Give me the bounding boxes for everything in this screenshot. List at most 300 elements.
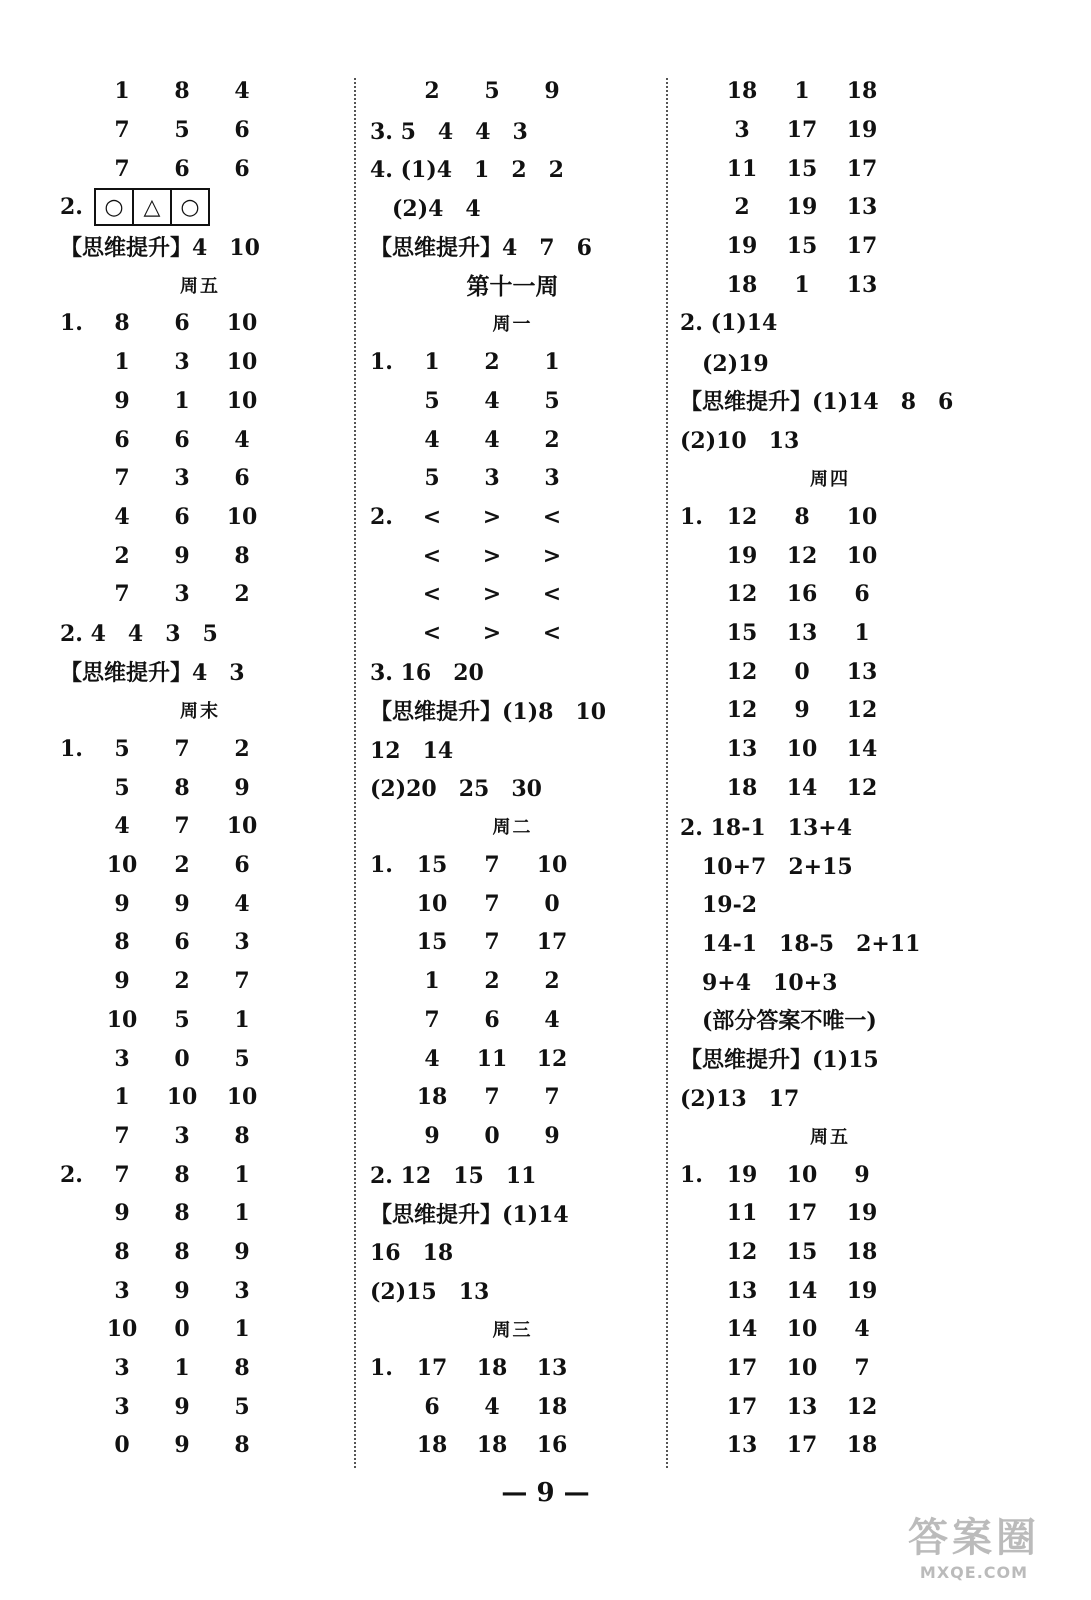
answer-cell: 17 xyxy=(726,1393,758,1420)
watermark-text: 答案圈 xyxy=(908,1515,1040,1561)
answer-cell: 4 xyxy=(484,387,500,414)
answer-cell: 9 xyxy=(174,1393,190,1420)
answer-cell: 7 xyxy=(424,1006,440,1033)
answer-cell: > xyxy=(542,542,562,569)
answer-text: 10+7 2+15 xyxy=(680,853,853,880)
answer-text: (2)20 25 30 xyxy=(370,776,542,803)
answer-cell: 1 xyxy=(794,78,810,105)
answer-row xyxy=(60,730,340,769)
answer-cell: 5 xyxy=(114,736,130,763)
answer-cell: 18 xyxy=(726,78,758,105)
answer-cell: 9 xyxy=(544,78,560,105)
answer-cell: 0 xyxy=(114,1432,130,1459)
answer-text: 3. 16 20 xyxy=(370,660,484,687)
answer-cell: 9 xyxy=(174,1277,190,1304)
answer-row xyxy=(680,1426,980,1465)
answer-cell: 17 xyxy=(726,1355,758,1382)
answer-cell: 6 xyxy=(234,155,250,182)
answer-row xyxy=(370,420,655,459)
answer-column-1 xyxy=(60,72,340,1465)
watermark-logo xyxy=(879,1506,1069,1582)
answer-cell: 10 xyxy=(786,1316,818,1343)
answer-row xyxy=(60,304,340,343)
answer-cell: 13 xyxy=(786,1393,818,1420)
answer-cell: 10 xyxy=(226,813,258,840)
answer-cell: 4 xyxy=(114,503,130,530)
answer-cell: 8 xyxy=(174,1200,190,1227)
answer-text: (2)10 13 xyxy=(680,428,800,455)
answer-cell: 17 xyxy=(846,155,878,182)
answer-row xyxy=(680,227,980,266)
question-number: 2. xyxy=(370,503,393,530)
answer-cell: 6 xyxy=(174,426,190,453)
answer-cell: 17 xyxy=(846,233,878,260)
answer-cell: 9 xyxy=(174,542,190,569)
answer-cell: 4 xyxy=(234,78,250,105)
answer-cell: 12 xyxy=(846,774,878,801)
answer-cell: 3 xyxy=(234,1277,250,1304)
question-number: 2. xyxy=(60,194,83,221)
answer-cell: 2 xyxy=(544,968,560,995)
answer-row xyxy=(60,846,340,885)
answer-cell: 18 xyxy=(416,1432,448,1459)
answer-cell: 12 xyxy=(536,1045,568,1072)
answer-row xyxy=(60,1426,340,1465)
answer-cell: 11 xyxy=(726,155,758,182)
answer-cell: < xyxy=(422,542,442,569)
column-divider xyxy=(354,78,356,1468)
answer-cell: 6 xyxy=(234,117,250,144)
answer-row xyxy=(60,72,340,111)
answer-cell: 18 xyxy=(416,1084,448,1111)
answer-row xyxy=(370,72,655,111)
answer-cell: 3 xyxy=(114,1393,130,1420)
answer-row xyxy=(60,1155,340,1194)
answer-cell: 4 xyxy=(114,813,130,840)
answer-cell: 3 xyxy=(734,117,750,144)
day-heading: 周五 xyxy=(810,1126,850,1148)
answer-row xyxy=(680,1310,980,1349)
answer-cell: 14 xyxy=(786,1277,818,1304)
answer-row xyxy=(680,498,980,537)
answer-cell: 7 xyxy=(484,890,500,917)
answer-cell: 4 xyxy=(854,1316,870,1343)
answer-cell: 6 xyxy=(174,155,190,182)
answer-cell: 5 xyxy=(234,1045,250,1072)
answer-cell: 15 xyxy=(416,852,448,879)
answer-cell: 3 xyxy=(174,1122,190,1149)
answer-cell: > xyxy=(482,503,502,530)
answer-cell: 7 xyxy=(484,929,500,956)
answer-cell: 9 xyxy=(114,968,130,995)
answer-row xyxy=(680,72,980,111)
column-divider xyxy=(666,78,668,1468)
page-number: — 9 — xyxy=(501,1478,590,1508)
answer-cell: 19 xyxy=(726,1161,758,1188)
answer-cell: 3 xyxy=(234,929,250,956)
answer-row xyxy=(60,343,340,382)
answer-cell: 12 xyxy=(726,503,758,530)
answer-cell: 6 xyxy=(174,310,190,337)
answer-row xyxy=(680,536,980,575)
answer-cell: 9 xyxy=(234,1238,250,1265)
answer-cell: 2 xyxy=(484,968,500,995)
shape-box: ○ xyxy=(94,188,134,226)
answer-row xyxy=(370,459,655,498)
answer-row xyxy=(680,111,980,150)
answer-cell: 15 xyxy=(786,233,818,260)
answer-cell: 10 xyxy=(106,852,138,879)
answer-cell: 12 xyxy=(846,697,878,724)
answer-cell: 7 xyxy=(114,581,130,608)
watermark-url: MXQE.COM xyxy=(919,1563,1029,1582)
answer-cell: 2 xyxy=(234,736,250,763)
answer-row xyxy=(60,575,340,614)
answer-cell: 18 xyxy=(476,1355,508,1382)
answer-cell: 1 xyxy=(424,968,440,995)
answer-cell: 6 xyxy=(484,1006,500,1033)
answer-cell: 18 xyxy=(846,1238,878,1265)
answer-cell: 9 xyxy=(854,1161,870,1188)
answer-cell: 8 xyxy=(794,503,810,530)
answer-cell: 1 xyxy=(424,349,440,376)
answer-cell: 7 xyxy=(114,465,130,492)
answer-row xyxy=(370,884,655,923)
answer-cell: 3 xyxy=(174,581,190,608)
answer-cell: 7 xyxy=(114,1122,130,1149)
question-number: 1. xyxy=(60,310,83,337)
answer-row xyxy=(370,382,655,421)
question-number: 2. xyxy=(60,1161,83,1188)
answer-cell: 6 xyxy=(174,503,190,530)
answer-row xyxy=(370,1349,655,1388)
day-heading: 周三 xyxy=(492,1320,533,1342)
answer-row xyxy=(60,459,340,498)
answer-row xyxy=(370,1001,655,1040)
answer-cell: 13 xyxy=(726,736,758,763)
answer-cell: 8 xyxy=(174,1238,190,1265)
answer-row xyxy=(370,1387,655,1426)
answer-cell: 2 xyxy=(174,852,190,879)
answer-row xyxy=(370,1039,655,1078)
answer-row xyxy=(60,1001,340,1040)
answer-row xyxy=(680,691,980,730)
day-heading: 周一 xyxy=(492,314,533,336)
answer-row xyxy=(60,111,340,150)
answer-row xyxy=(60,1271,340,1310)
answer-text: 16 18 xyxy=(370,1240,454,1267)
answer-cell: 6 xyxy=(424,1393,440,1420)
question-number: 1. xyxy=(680,1161,703,1188)
answer-cell: 17 xyxy=(786,117,818,144)
answer-cell: 8 xyxy=(174,774,190,801)
answer-cell: 3 xyxy=(484,465,500,492)
day-heading: 周五 xyxy=(180,275,220,297)
answer-text: 3. 5 4 4 3 xyxy=(370,118,528,145)
answer-cell: 7 xyxy=(174,813,190,840)
answer-row xyxy=(60,498,340,537)
answer-row xyxy=(370,1078,655,1117)
day-heading: 周二 xyxy=(492,817,533,839)
answer-cell: 11 xyxy=(726,1200,758,1227)
answer-text: 2. 4 4 3 5 xyxy=(60,621,218,648)
answer-cell: 4 xyxy=(424,426,440,453)
question-number: 1. xyxy=(60,736,83,763)
answer-cell: 18 xyxy=(846,78,878,105)
answer-cell: < xyxy=(422,581,442,608)
answer-row xyxy=(680,652,980,691)
answer-cell: > xyxy=(482,619,502,646)
answer-row xyxy=(680,188,980,227)
answer-cell: 8 xyxy=(114,310,130,337)
answer-cell: 10 xyxy=(846,503,878,530)
answer-cell: 9 xyxy=(424,1122,440,1149)
answer-cell: 3 xyxy=(114,1355,130,1382)
answer-cell: 19 xyxy=(726,233,758,260)
answer-cell: 10 xyxy=(226,503,258,530)
answer-text: 4. (1)4 1 2 2 xyxy=(370,157,564,184)
answer-cell: > xyxy=(482,542,502,569)
answer-cell: 1 xyxy=(234,1006,250,1033)
answer-cell: 18 xyxy=(536,1393,568,1420)
answer-row xyxy=(680,1194,980,1233)
answer-cell: 8 xyxy=(234,1355,250,1382)
answer-cell: 19 xyxy=(846,117,878,144)
answer-cell: < xyxy=(542,619,562,646)
answer-row xyxy=(60,923,340,962)
answer-text: (2)19 xyxy=(680,350,769,377)
answer-row xyxy=(60,1078,340,1117)
answer-cell: < xyxy=(422,619,442,646)
answer-text: 2. (1)14 xyxy=(680,310,778,337)
answer-cell: 10 xyxy=(106,1006,138,1033)
answer-cell: 0 xyxy=(174,1316,190,1343)
answer-cell: 12 xyxy=(726,581,758,608)
answer-cell: 8 xyxy=(114,1238,130,1265)
shape-box: ○ xyxy=(170,188,210,226)
answer-cell: 5 xyxy=(234,1393,250,1420)
answer-cell: 6 xyxy=(114,426,130,453)
answer-cell: 10 xyxy=(226,349,258,376)
answer-cell: 2 xyxy=(234,581,250,608)
answer-cell: 5 xyxy=(424,387,440,414)
answer-cell: 1 xyxy=(234,1200,250,1227)
answer-cell: 13 xyxy=(536,1355,568,1382)
answer-cell: 15 xyxy=(786,155,818,182)
shape-boxes xyxy=(94,188,208,226)
answer-row xyxy=(370,1426,655,1465)
answer-text: (部分答案不唯一) xyxy=(680,1008,877,1035)
answer-text: 2. 12 15 11 xyxy=(370,1163,537,1190)
answer-row xyxy=(370,962,655,1001)
answer-cell: 2 xyxy=(174,968,190,995)
answer-row xyxy=(370,498,655,537)
answer-row xyxy=(680,1349,980,1388)
answer-cell: 13 xyxy=(786,619,818,646)
answer-text: (2)15 13 xyxy=(370,1279,490,1306)
answer-cell: 9 xyxy=(174,890,190,917)
answer-row xyxy=(60,1387,340,1426)
answer-row xyxy=(60,1039,340,1078)
answer-cell: 19 xyxy=(786,194,818,221)
answer-row xyxy=(60,962,340,1001)
answer-cell: 13 xyxy=(726,1277,758,1304)
answer-row xyxy=(60,1233,340,1272)
answer-row xyxy=(60,420,340,459)
answer-cell: 14 xyxy=(786,774,818,801)
answer-cell: 18 xyxy=(846,1432,878,1459)
answer-cell: 0 xyxy=(174,1045,190,1072)
answer-cell: 8 xyxy=(234,1122,250,1149)
answer-cell: 4 xyxy=(234,426,250,453)
answer-cell: 17 xyxy=(786,1200,818,1227)
answer-cell: 15 xyxy=(726,619,758,646)
answer-row-shapes xyxy=(60,188,340,227)
answer-row xyxy=(60,884,340,923)
answer-cell: 10 xyxy=(416,890,448,917)
answer-cell: 17 xyxy=(786,1432,818,1459)
answer-cell: 10 xyxy=(846,542,878,569)
answer-row xyxy=(370,343,655,382)
answer-cell: 8 xyxy=(174,1161,190,1188)
answer-cell: 10 xyxy=(166,1084,198,1111)
answer-cell: 5 xyxy=(114,774,130,801)
answer-row xyxy=(60,1194,340,1233)
answer-text: (2)13 17 xyxy=(680,1085,800,1112)
answer-cell: 10 xyxy=(786,1161,818,1188)
answer-text: 【思维提升】4 7 6 xyxy=(370,234,592,261)
answer-row xyxy=(60,382,340,421)
answer-row xyxy=(680,265,980,304)
answer-cell: 9 xyxy=(794,697,810,724)
answer-cell: < xyxy=(542,581,562,608)
answer-cell: 3 xyxy=(544,465,560,492)
answer-cell: 18 xyxy=(726,271,758,298)
answer-cell: 5 xyxy=(174,1006,190,1033)
answer-cell: 15 xyxy=(786,1238,818,1265)
answer-cell: 8 xyxy=(114,929,130,956)
answer-cell: 10 xyxy=(226,310,258,337)
answer-cell: < xyxy=(542,503,562,530)
answer-cell: 1 xyxy=(174,1355,190,1382)
answer-cell: 7 xyxy=(174,736,190,763)
answer-cell: 1 xyxy=(234,1161,250,1188)
answer-cell: 2 xyxy=(114,542,130,569)
answer-cell: 8 xyxy=(234,542,250,569)
answer-row xyxy=(370,575,655,614)
answer-cell: 6 xyxy=(234,852,250,879)
answer-cell: 19 xyxy=(846,1200,878,1227)
answer-cell: 1 xyxy=(544,349,560,376)
answer-cell: 1 xyxy=(114,349,130,376)
answer-cell: 19 xyxy=(846,1277,878,1304)
answer-cell: 2 xyxy=(734,194,750,221)
answer-row xyxy=(370,923,655,962)
answer-row xyxy=(370,1117,655,1156)
answer-cell: 18 xyxy=(726,774,758,801)
answer-cell: 7 xyxy=(854,1355,870,1382)
answer-cell: 10 xyxy=(226,387,258,414)
answer-row xyxy=(370,846,655,885)
answer-cell: 9 xyxy=(234,774,250,801)
answer-cell: 10 xyxy=(106,1316,138,1343)
answer-text: 【思维提升】(1)14 8 6 xyxy=(680,389,954,416)
answer-row xyxy=(680,1271,980,1310)
shape-box: △ xyxy=(132,188,172,226)
week-heading: 第十一周 xyxy=(466,273,559,301)
answer-cell: 4 xyxy=(484,1393,500,1420)
answer-cell: 3 xyxy=(114,1045,130,1072)
answer-cell: 1 xyxy=(114,1084,130,1111)
answer-cell: 11 xyxy=(476,1045,508,1072)
answer-cell: 1 xyxy=(174,387,190,414)
answer-cell: 2 xyxy=(544,426,560,453)
answer-cell: 4 xyxy=(424,1045,440,1072)
answer-cell: 17 xyxy=(536,929,568,956)
answer-row xyxy=(370,536,655,575)
answer-column-2 xyxy=(370,72,655,1465)
answer-row xyxy=(680,730,980,769)
answer-cell: 4 xyxy=(484,426,500,453)
answer-cell: 2 xyxy=(484,349,500,376)
answer-cell: 14 xyxy=(726,1316,758,1343)
answer-cell: 7 xyxy=(114,1161,130,1188)
answer-cell: 6 xyxy=(234,465,250,492)
answer-row xyxy=(680,614,980,653)
answer-cell: 3 xyxy=(174,349,190,376)
question-number: 1. xyxy=(370,1355,393,1382)
answer-cell: 8 xyxy=(174,78,190,105)
answer-row xyxy=(680,768,980,807)
question-number: 1. xyxy=(680,503,703,530)
answer-cell: 16 xyxy=(536,1432,568,1459)
answer-cell: 13 xyxy=(846,271,878,298)
answer-row xyxy=(370,614,655,653)
answer-cell: 18 xyxy=(476,1432,508,1459)
day-heading: 周四 xyxy=(810,469,850,491)
answer-cell: 7 xyxy=(484,852,500,879)
answer-cell: 10 xyxy=(786,736,818,763)
answer-cell: 13 xyxy=(726,1432,758,1459)
answer-cell: 7 xyxy=(114,117,130,144)
answer-cell: 2 xyxy=(424,78,440,105)
answer-row xyxy=(60,536,340,575)
answer-row xyxy=(60,768,340,807)
answer-row xyxy=(60,1310,340,1349)
answer-column-3 xyxy=(680,72,980,1465)
answer-cell: 3 xyxy=(114,1277,130,1304)
answer-cell: 7 xyxy=(544,1084,560,1111)
answer-row xyxy=(60,1117,340,1156)
answer-cell: 5 xyxy=(544,387,560,414)
answer-text: 【思维提升】4 10 xyxy=(60,234,260,261)
answer-cell: 9 xyxy=(114,890,130,917)
answer-row xyxy=(60,149,340,188)
answer-cell: 5 xyxy=(174,117,190,144)
answer-cell: 1 xyxy=(794,271,810,298)
answer-cell: 12 xyxy=(726,697,758,724)
answer-cell: 10 xyxy=(786,1355,818,1382)
answer-cell: 17 xyxy=(416,1355,448,1382)
answer-row xyxy=(680,1155,980,1194)
answer-cell: 15 xyxy=(416,929,448,956)
answer-cell: 9 xyxy=(114,387,130,414)
day-heading: 周末 xyxy=(180,701,220,723)
answer-cell: 1 xyxy=(854,619,870,646)
answer-cell: 0 xyxy=(484,1122,500,1149)
answer-cell: 12 xyxy=(726,1238,758,1265)
answer-cell: 7 xyxy=(484,1084,500,1111)
